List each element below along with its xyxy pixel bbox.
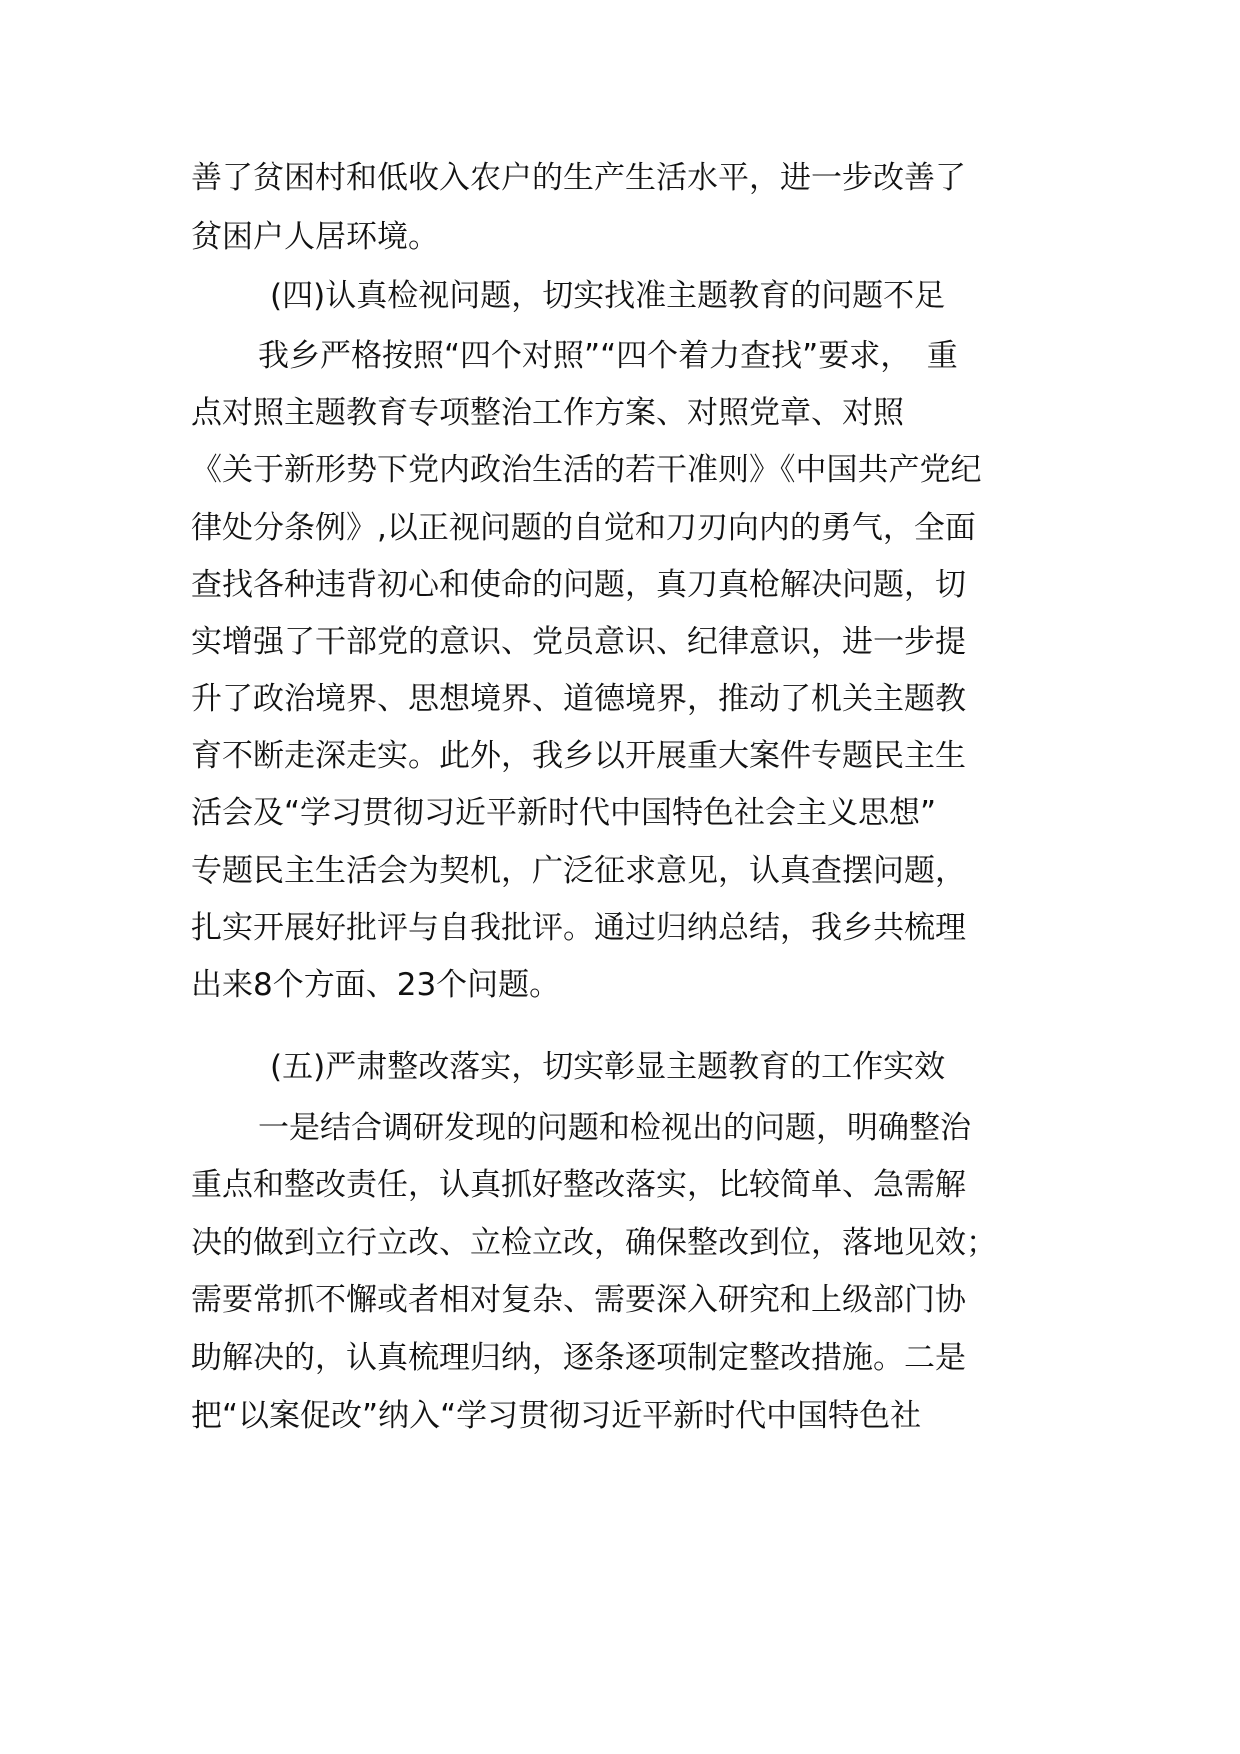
text-line-5: 点对照主题教育专项整治工作方案、对照党章、对照 — [191, 395, 904, 431]
text-line-20: 需要常抓不懈或者相对复杂、需要深入研究和上级部门协 — [191, 1282, 966, 1318]
paragraph-start: 我乡严格按照“四个对照”“四个着力查找”要求， 重 — [258, 338, 958, 374]
text-line-19: 决的做到立行立改、立检立改，确保整改到位，落地见效； — [191, 1225, 997, 1261]
section-heading-5: (五)严肃整改落实，切实彰显主题教育的工作实效 — [270, 1049, 946, 1085]
section-heading-4: (四)认真检视问题，切实找准主题教育的问题不足 — [270, 278, 946, 314]
text-line-6: 《关于新形势下党内政治生活的若干准则》《中国共产党纪 — [191, 452, 982, 488]
text-line-22: 把“以案促改”纳入“学习贯彻习近平新时代中国特色社 — [191, 1398, 922, 1434]
text-line-21: 助解决的，认真梳理归纳，逐条逐项制定整改措施。二是 — [191, 1340, 966, 1376]
text-line-1: 善了贫困村和低收入农户的生产生活水平，进一步改善了 — [191, 160, 966, 196]
text-line-15: 出来8个方面、23个问题。 — [191, 967, 561, 1003]
text-line-18: 重点和整改责任，认真抓好整改落实，比较简单、急需解 — [191, 1167, 966, 1203]
text-line-10: 升了政治境界、思想境界、道德境界，推动了机关主题教 — [191, 681, 966, 717]
text-line-2: 贫困户人居环境。 — [191, 219, 439, 255]
text-line-12: 活会及“学习贯彻习近平新时代中国特色社会主义思想” — [191, 795, 937, 831]
text-line-7: 律处分条例》,以正视问题的自觉和刀刃向内的勇气，全面 — [191, 510, 976, 546]
text-line-8: 查找各种违背初心和使命的问题，真刀真枪解决问题，切 — [191, 567, 966, 603]
text-line-13: 专题民主生活会为契机，广泛征求意见，认真查摆问题， — [191, 853, 966, 889]
text-line-9: 实增强了干部党的意识、党员意识、纪律意识，进一步提 — [191, 624, 966, 660]
text-line-14: 扎实开展好批评与自我批评。通过归纳总结，我乡共梳理 — [191, 910, 966, 946]
paragraph-start: 一是结合调研发现的问题和检视出的问题，明确整治 — [258, 1110, 971, 1146]
text-line-11: 育不断走深走实。此外，我乡以开展重大案件专题民主生 — [191, 738, 966, 774]
